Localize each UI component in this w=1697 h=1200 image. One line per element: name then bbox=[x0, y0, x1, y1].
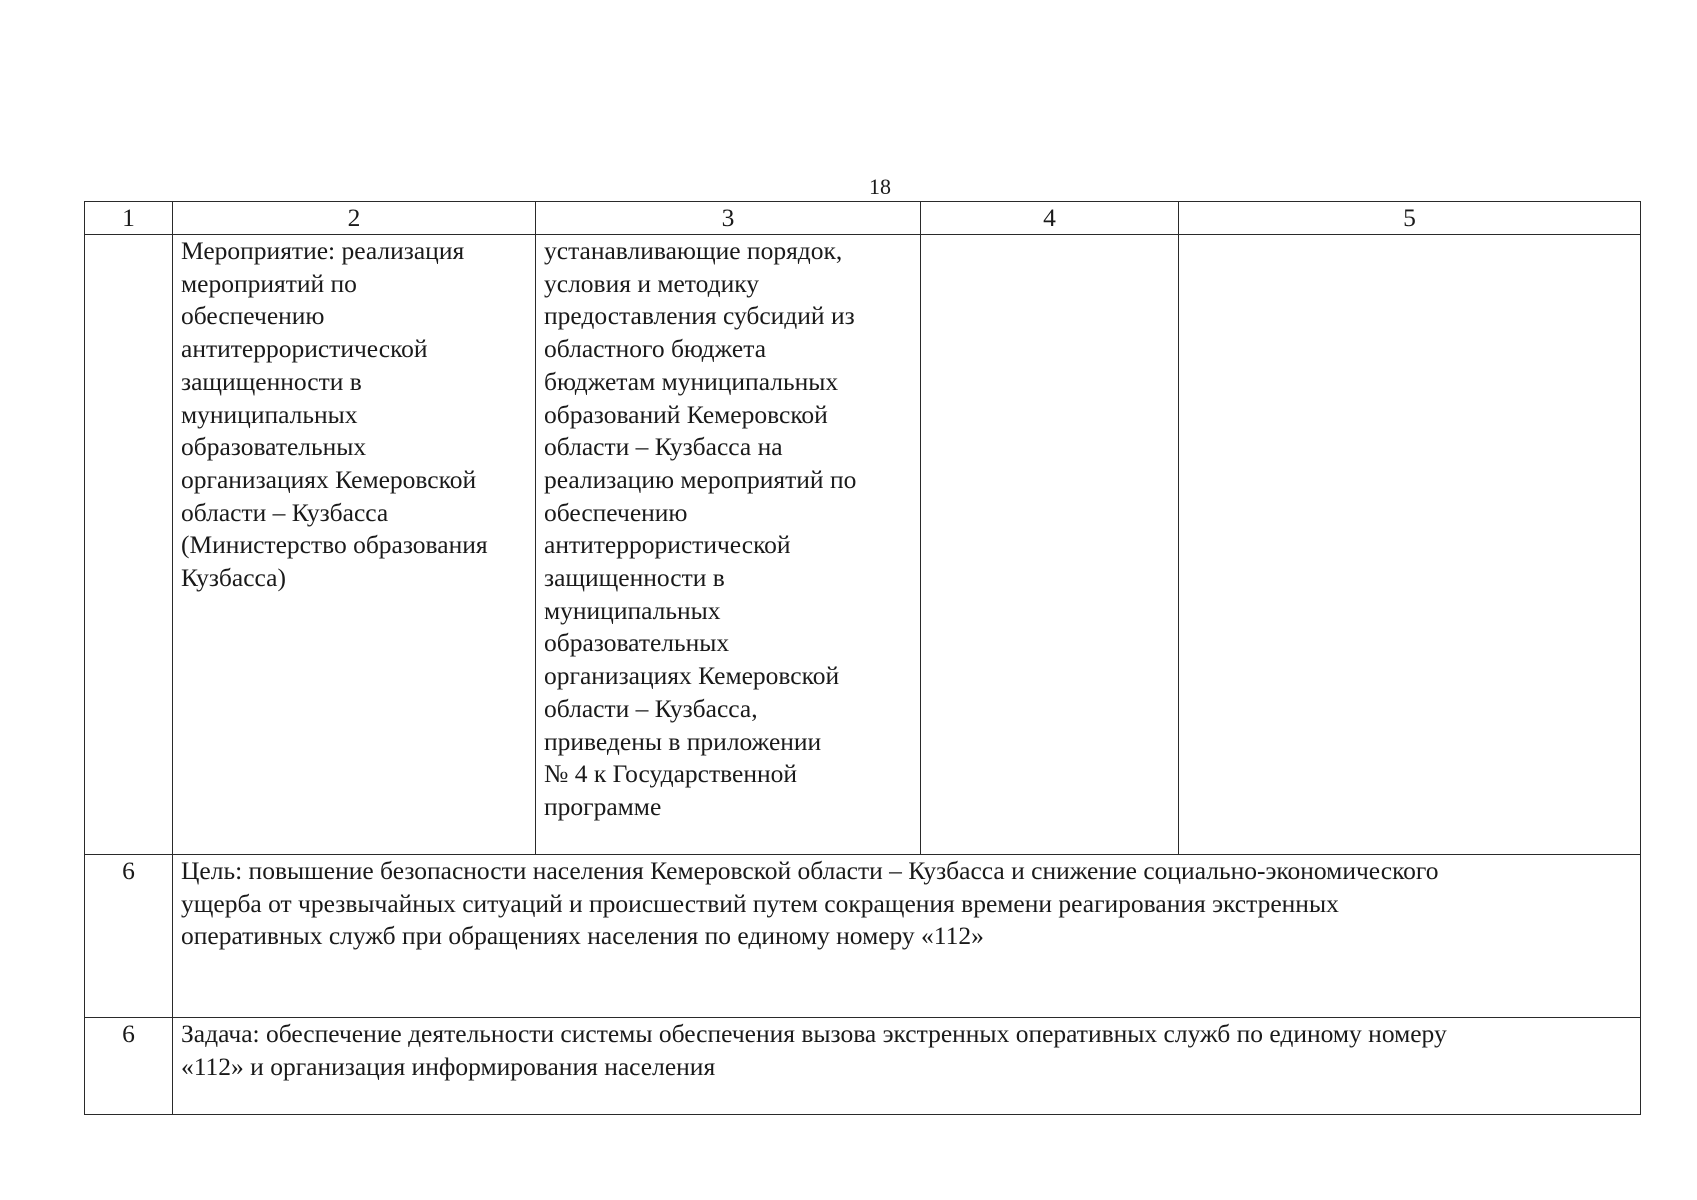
row-main-col-1 bbox=[85, 235, 173, 855]
goal-text: Цель: повышение безопасности населения Кемеровской области – Кузбасса и снижение социально-экономического ущерба от чрезвычайных ситуаций и происшествий путем сокращения времени реагирования экстренных оперативных служб при обращениях населения по единому номеру «112» bbox=[173, 855, 1641, 1018]
table-row bbox=[85, 1018, 1641, 1115]
task-text: Задача: обеспечение деятельности системы обеспечения вызова экстренных оперативных служб по единому номеру «112» и организация информирования населения bbox=[173, 1018, 1641, 1115]
header-col-5: 5 bbox=[1179, 202, 1641, 235]
page-number: 18 bbox=[869, 174, 891, 199]
header-col-2: 2 bbox=[173, 202, 536, 235]
header-col-3: 3 bbox=[536, 202, 921, 235]
row-main-col-4 bbox=[921, 235, 1179, 855]
header-col-4: 4 bbox=[921, 202, 1179, 235]
row-main-col-5 bbox=[1179, 235, 1641, 855]
goal-number: 6 bbox=[85, 855, 173, 1018]
task-number: 6 bbox=[85, 1018, 173, 1115]
program-table bbox=[84, 201, 1641, 1115]
table-row bbox=[85, 235, 1641, 855]
table-header-row bbox=[85, 202, 1641, 235]
activity-description: Мероприятие: реализация мероприятий по обеспечению антитеррористической защищенности в муниципальных образовательных организациях Кемеровской области – Кузбасса (Министерство образования Кузбасса) bbox=[173, 235, 536, 855]
regulation-description: устанавливающие порядок, условия и методику предоставления субсидий из областного бюджета бюджетам муниципальных образований Кемеровской области – Кузбасса на реализацию мероприятий по обеспечению антитеррористической защищенности в муниципальных образовательных организациях Кемеровской области – Кузбасса, приведены в приложении № 4 к Государственной программе bbox=[536, 235, 921, 855]
header-col-1: 1 bbox=[85, 202, 173, 235]
table-row bbox=[85, 855, 1641, 1018]
